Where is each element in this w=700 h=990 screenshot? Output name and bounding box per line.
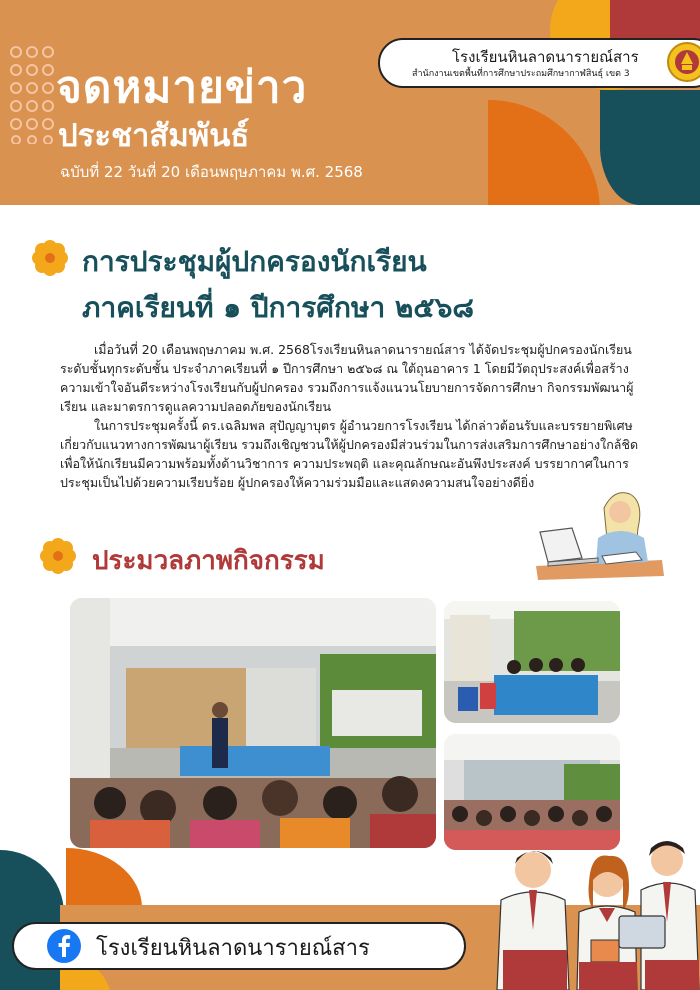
students-illustration <box>495 830 700 990</box>
school-logo-icon <box>667 42 700 82</box>
dot-pattern <box>8 44 54 144</box>
school-office: สำนักงานเขตพื้นที่การศึกษาประถมศึกษากาฬสินธุ์ เขต 3 <box>412 69 630 79</box>
orange-decor-shape <box>66 848 146 908</box>
article-paragraph: เมื่อวันที่ 20 เดือนพฤษภาคม พ.ศ. 2568โรงเรียนหินลาดนารายณ์สาร ได้จัดประชุมผู้ปกครองนักเรียน ระดับชั้นทุกระดับชั้น ประจำภาคเรียนที่ ๑ ปีการศึกษา ๒๕๖๘ ณ ใต้ถุนอาคาร 1 โดยมีวัตถุประสงค์เพื่อสร้างความเข้าใจอันดีระหว่างโรงเรียนกับผู้ปกครอง รวมถึงการแจ้งแนวนโยบายการจัดการศึกษา กิจกรรมพัฒนาผู้เรียน และมาตรการดูแลความปลอดภัยของนักเรียน <box>60 342 634 414</box>
facebook-page-name[interactable]: โรงเรียนหินลาดนารายณ์สาร <box>96 936 370 961</box>
woman-laptop-illustration <box>532 488 668 582</box>
issue-info: ฉบับที่ 22 วันที่ 20 เดือนพฤษภาคม พ.ศ. 2568 <box>60 163 363 181</box>
school-name: โรงเรียนหินลาดนารายณ์สาร <box>452 48 639 66</box>
article-heading-line2: ภาคเรียนที่ ๑ ปีการศึกษา ๒๕๖๘ <box>82 291 474 324</box>
facebook-icon <box>46 928 82 964</box>
flower-icon <box>32 240 68 276</box>
activity-photo-head-table <box>444 601 620 723</box>
article-heading: การประชุมผู้ปกครองนักเรียน <box>82 245 427 278</box>
flower-icon <box>40 538 76 574</box>
photo-gallery-heading: ประมวลภาพกิจกรรม <box>92 546 325 576</box>
activity-photo-meeting <box>70 598 436 848</box>
newsletter-title: จดหมายข่าว <box>56 62 308 113</box>
article-body <box>60 340 652 492</box>
article-paragraph: ในการประชุมครั้งนี้ ดร.เฉลิมพล สุปัญญาบุตร ผู้อำนวยการโรงเรียน ได้กล่าวต้อนรับและบรรยายพิเศษเกี่ยวกับแนวทางการพัฒนาผู้เรียน รวมถึงเชิญชวนให้ผู้ปกครองมีส่วนร่วมในการส่งเสริมการศึกษาอย่างใกล้ชิด เพื่อให้นักเรียนมีความพร้อมทั้งด้านวิชาการ ความประพฤติ และคุณลักษณะอันพึงประสงค์ บรรยากาศในการประชุมเป็นไปด้วยความเรียบร้อย ผู้ปกครองให้ความร่วมมือและแสดงความสนใจอย่างดียิ่ง <box>60 418 639 490</box>
newsletter-subtitle: ประชาสัมพันธ์ <box>58 118 250 154</box>
